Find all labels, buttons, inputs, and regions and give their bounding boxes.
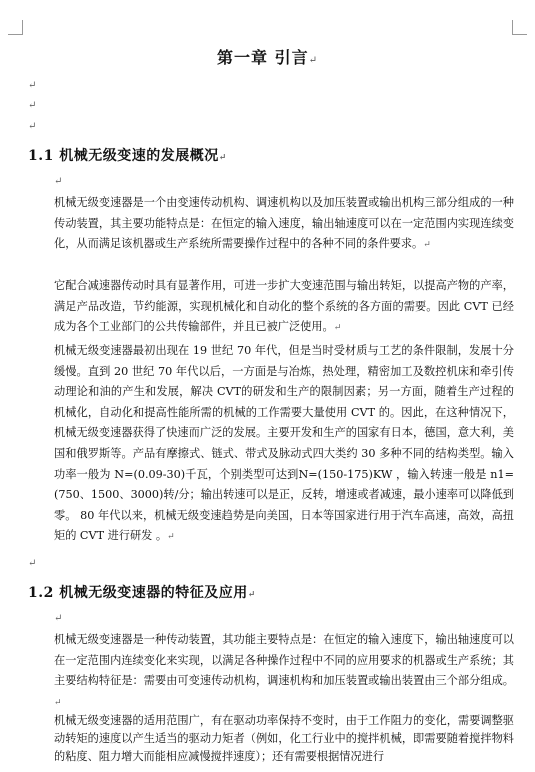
empty-paragraph-mark: ↵ bbox=[28, 121, 37, 132]
chapter-title: 第一章 引言↵ bbox=[217, 48, 318, 67]
section-heading: 1.1 机械无级变速的发展概况↵ bbox=[28, 148, 227, 164]
paragraph: 机械无级变速器是一种传动装置，其功能主要特点是：在恒定的输入速度下，输出轴速度可以在一定范围内连续变化来实现，以满足各种操作过程中不同的应用要求的机器或生产系统；其主要结构特征是：需要由可变速传动机构，调速机构和加压装置或输出装置由三个部分组成。↵ bbox=[54, 633, 514, 708]
section-heading: 1.2 机械无级变速器的特征及应用↵ bbox=[28, 585, 256, 601]
empty-paragraph-mark: ↵ bbox=[28, 100, 37, 111]
crop-mark-top-right bbox=[512, 20, 527, 35]
paragraph: 机械无级变速器最初出现在 19 世纪 70 年代，但是当时受材质与工艺的条件限制，发展十分缓慢。直到 20 世纪 70 年代以后，一方面是与冶炼，热处理，精密加工及数控机床和牵引传动理论和油的产生和发展，解决 CVT的研发和生产的限制因素；另一方面，随着生产过程的机械化，自动化和提高性能所需的机械的工作需要大量使用 CVT 的。因此，在这种情况下，机械无级变速器获得了快速而广泛的发展。主要开发和生产的国家有日本，德国，意大利，美国和俄罗斯等。产品有摩擦式、链式、带式及脉动式四大类约 30 多种不同的结构类型。输入功率一般为 N=(0.09-30)千瓦，个别类型可达到N=(150-175)KW ，输入转速一般是 n1=(750、1500、3000)转/分；输出转速可以是正，反转，增速或者减速，最小速率可以降低到零。 80 年代以来，机械无级变速趋势是向美国，日本等国家进行用于汽车高速，高效，高扭矩的 CVT 进行研发 。↵ bbox=[54, 344, 514, 543]
empty-paragraph-mark: ↵ bbox=[28, 80, 37, 91]
empty-paragraph-mark: ↵ bbox=[54, 613, 63, 624]
paragraph: 机械无级变速器的适用范围广，有在驱动功率保持不变时，由于工作阻力的变化，需要调整驱动转矩的速度以产生适当的驱动力矩者（例如，化工行业中的搅拌机械，即需要随着搅拌物料的粘度、阻力增大而能相应减慢搅拌速度）；还有需要根据情况进行 bbox=[54, 714, 514, 763]
empty-paragraph-mark: ↵ bbox=[54, 176, 63, 187]
empty-paragraph-mark: ↵ bbox=[28, 558, 37, 569]
paragraph: 机械无级变速器是一个由变速传动机构、调速机构以及加压装置或输出机构三部分组成的一种传动装置，其主要功能特点是：在恒定的输入速度，输出轴速度可以在一定范围内实现连续变化，从而满足该机器或生产系统所需要操作过程中的各种不同的条件要求。↵ bbox=[54, 196, 514, 251]
crop-mark-top-left bbox=[8, 20, 23, 35]
paragraph: 它配合减速器传动时具有显著作用，可进一步扩大变速范围与输出转矩，以提高产物的产率，满足产品改造，节约能源，实现机械化和自动化的整个系统的各方面的需要。因此 CVT 已经成为各个工业部门的公共传输部件，并且已被广泛使用。↵ bbox=[54, 279, 514, 334]
